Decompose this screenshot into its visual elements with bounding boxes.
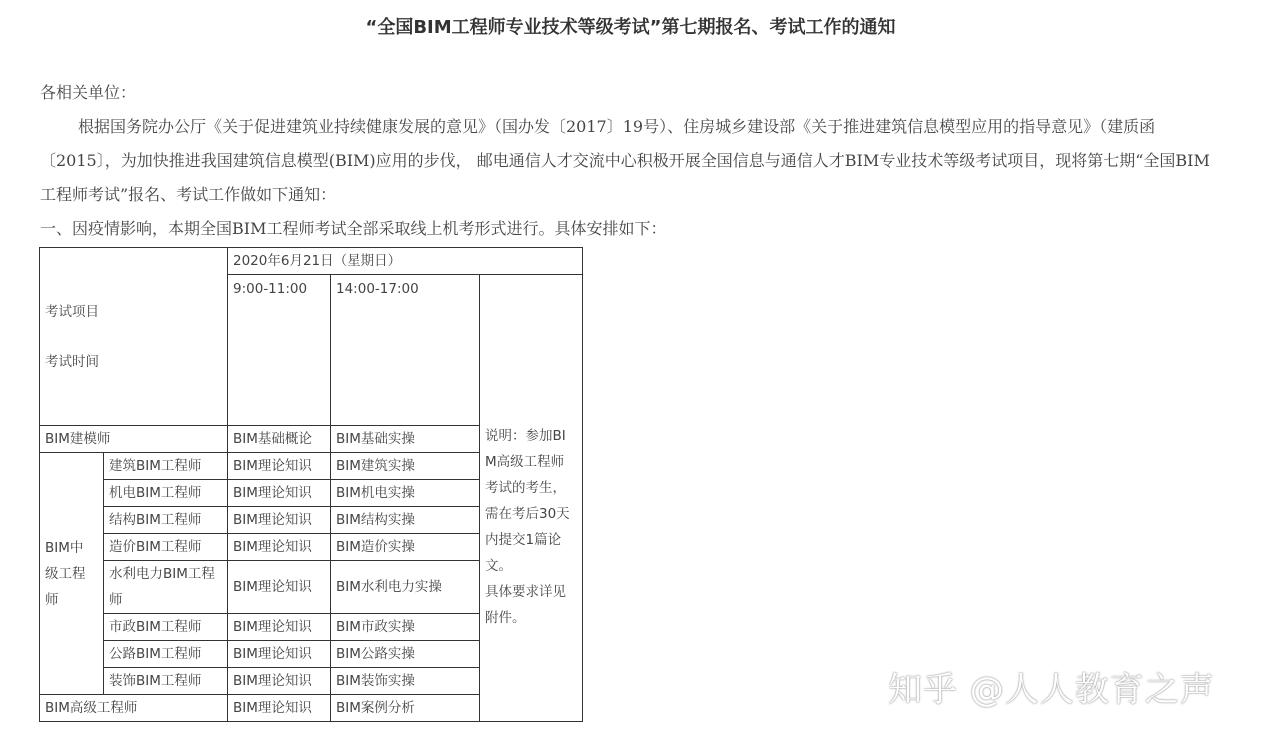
note-line: 附件。: [485, 610, 526, 626]
row-afternoon: BIM造价实操: [331, 534, 480, 561]
row-morning: BIM理论知识: [228, 507, 331, 534]
senior-morning: BIM理论知识: [228, 695, 331, 722]
mid-group-line: 级工程: [45, 565, 86, 582]
row-name: 机电BIM工程师: [104, 480, 228, 507]
row-name: 水利电力BIM工程师: [104, 561, 228, 614]
mid-group-line: 师: [45, 591, 59, 608]
row-morning: BIM理论知识: [228, 668, 331, 695]
section-one-paragraph: 一、因疫情影响，本期全国BIM工程师考试全部采取线上机考形式进行。具体安排如下：: [40, 219, 667, 238]
row-name: 市政BIM工程师: [104, 614, 228, 641]
body-paragraph: 根据国务院办公厅《关于促进建筑业持续健康发展的意见》（国办发〔2017〕19号）、住房城乡建设部《关于推进建筑信息模型应用的指导意见》（建质函〔2015〕，为加快推进我国建筑信息模型(BIM)应用的步伐， 邮电通信人才交流中心积极开展全国信息与通信人才BIM专业技术等级考试项目，现将第七期“全国BIM工程师考试”报名、考试工作做如下通知：: [40, 117, 1210, 204]
note-cell: [480, 275, 583, 722]
row-morning: BIM理论知识: [228, 614, 331, 641]
row-name: 公路BIM工程师: [104, 641, 228, 668]
time-morning: 9:00-11:00: [228, 275, 331, 426]
note-line: M高级工程师: [485, 454, 565, 470]
row-afternoon: BIM市政实操: [331, 614, 480, 641]
note-line: 需在考后30天: [485, 506, 570, 522]
header-corner-cell: [40, 248, 228, 426]
row-morning: BIM理论知识: [228, 480, 331, 507]
row-afternoon: BIM建筑实操: [331, 453, 480, 480]
row-morning: BIM理论知识: [228, 453, 331, 480]
notice-title: “全国BIM工程师专业技术等级考试”第七期报名、考试工作的通知: [365, 17, 896, 38]
note-line: 考试的考生，: [485, 480, 566, 496]
row-morning: BIM理论知识: [228, 561, 331, 614]
note-line: 说明：参加BI: [485, 428, 566, 444]
note-line: 具体要求详见: [485, 584, 566, 600]
modeler-afternoon: BIM基础实操: [331, 426, 480, 453]
row-name: 装饰BIM工程师: [104, 668, 228, 695]
exam-date: 2020年6月21日（星期日）: [228, 248, 583, 275]
senior-afternoon: BIM案例分析: [331, 695, 480, 722]
header-exam-item: 考试项目: [45, 303, 99, 320]
exam-schedule-table: [39, 247, 583, 722]
zhihu-watermark: 知乎 @人人教育之声: [888, 670, 1215, 710]
row-name: 造价BIM工程师: [104, 534, 228, 561]
row-morning: BIM理论知识: [228, 534, 331, 561]
mid-group-line: BIM中: [45, 539, 84, 556]
row-afternoon: BIM装饰实操: [331, 668, 480, 695]
row-name: 结构BIM工程师: [104, 507, 228, 534]
modeler-morning: BIM基础概论: [228, 426, 331, 453]
mid-group-cell: [40, 453, 104, 695]
row-afternoon: BIM结构实操: [331, 507, 480, 534]
salutation-paragraph: 各相关单位：: [40, 83, 137, 102]
row-afternoon: BIM机电实操: [331, 480, 480, 507]
row-morning: BIM理论知识: [228, 641, 331, 668]
modeler-name: BIM建模师: [40, 426, 228, 453]
time-afternoon: 14:00-17:00: [331, 275, 480, 426]
senior-name: BIM高级工程师: [40, 695, 228, 722]
header-exam-time: 考试时间: [45, 353, 99, 370]
note-line: 文。: [485, 558, 512, 574]
note-line: 内提交1篇论: [485, 532, 562, 548]
row-afternoon: BIM公路实操: [331, 641, 480, 668]
row-afternoon: BIM水利电力实操: [331, 561, 480, 614]
row-name: 建筑BIM工程师: [104, 453, 228, 480]
